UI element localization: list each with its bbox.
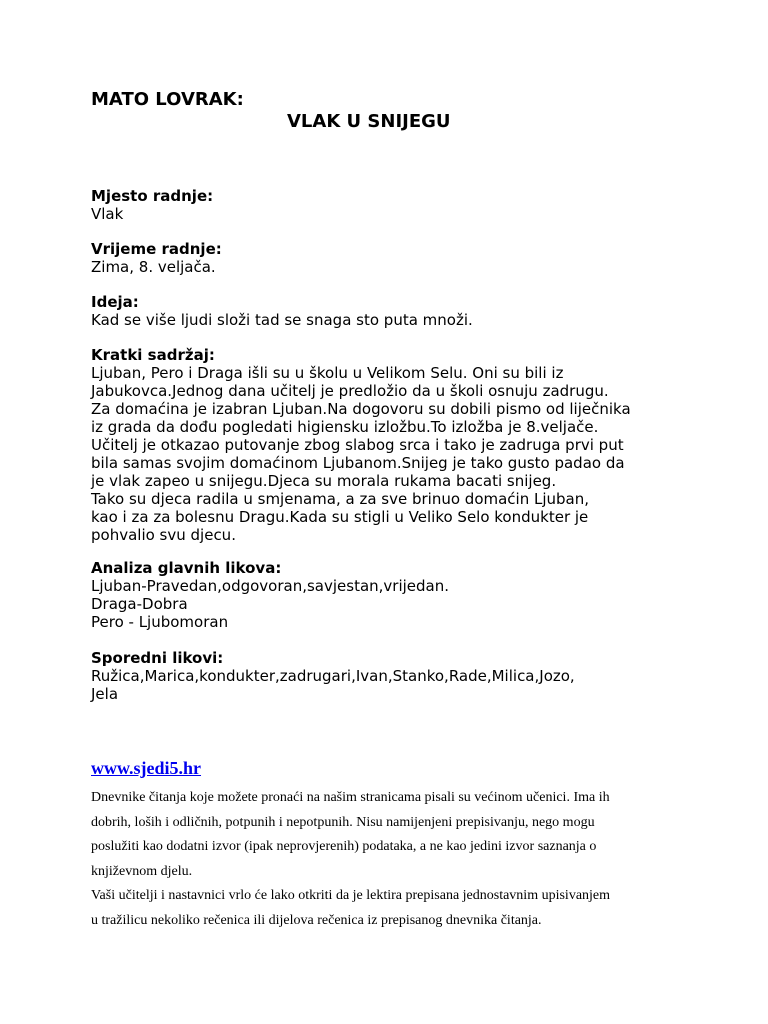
section-text-line: Ružica,Marica,kondukter,zadrugari,Ivan,Stanko,Rade,Milica,Jozo, <box>91 667 575 685</box>
note-line: Vaši učitelji i nastavnici vrlo će lako otkriti da je lektira prepisana jednostavnim upisivanjem <box>91 888 611 903</box>
section-text-line: Jabukovca.Jednog dana učitelj je predložio da u školi osnuju zadrugu. <box>91 382 609 400</box>
author-heading: MATO LOVRAK: <box>91 89 244 110</box>
section-text-line: bila samas svojim domaćinom Ljubanom.Snijeg je tako gusto padao da <box>91 454 625 472</box>
section-heading: Kratki sadržaj: <box>91 346 215 364</box>
note-line: književnom djelu. <box>91 863 193 879</box>
note-line: poslužiti kao dodatni izvor (ipak neprovjerenih) podataka, a ne kao jedini izvor saznanja o <box>91 839 597 854</box>
section-heading: Ideja: <box>91 293 139 311</box>
section-heading: Mjesto radnje: <box>91 187 214 205</box>
section-text-line: Vlak <box>91 205 124 223</box>
section-text-line: Zima, 8. veljača. <box>91 258 216 276</box>
section-summary <box>91 346 691 544</box>
book-title: VLAK U SNIJEGU <box>287 111 451 132</box>
section-text-line: Pero - Ljubomoran <box>91 613 229 631</box>
section-text-line: Učitelj je otkazao putovanje zbog slabog srca i tako je zadruga prvi put <box>91 436 624 454</box>
section-text-line: Ljuban, Pero i Draga išli su u školu u Velikom Selu. Oni su bili iz <box>91 364 564 382</box>
section-text-line: Ljuban-Pravedan,odgovoran,savjestan,vrijedan. <box>91 577 450 595</box>
note-line: Dnevnike čitanja koje možete pronaći na našim stranicama pisali su većinom učenici. Ima ih <box>91 790 610 805</box>
disclaimer-note <box>91 786 681 933</box>
note-line: dobrih, loših i odličnih, potpunih i nepotpunih. Nisu namijenjeni prepisivanju, nego mogu <box>91 814 595 830</box>
section-side-characters <box>91 649 691 703</box>
section-text-line: Draga-Dobra <box>91 595 188 613</box>
section-text-line: Tako su djeca radila u smjenama, a za sve brinuo domaćin Ljuban, <box>91 490 590 508</box>
section-text-line: kao i za za bolesnu Dragu.Kada su stigli u Veliko Selo kondukter je <box>91 508 589 526</box>
section-heading: Vrijeme radnje: <box>91 240 222 258</box>
section-setting-place <box>91 187 691 223</box>
section-text-line: Kad se više ljudi složi tad se snaga sto puta množi. <box>91 311 473 329</box>
site-link[interactable]: www.sjedi5.hr <box>91 758 202 778</box>
section-text-line: iz grada da dođu pogledati higiensku izložbu.To izložba je 8.veljače. <box>91 418 599 436</box>
section-setting-time <box>91 240 691 276</box>
section-main-characters <box>91 559 691 631</box>
section-heading: Analiza glavnih likova: <box>91 559 282 577</box>
note-line: u tražilicu nekoliko rečenica ili dijelova rečenica iz prepisanog dnevnika čitanja. <box>91 912 542 928</box>
section-idea <box>91 293 691 329</box>
section-text-line: Jela <box>91 685 119 703</box>
section-heading: Sporedni likovi: <box>91 649 224 667</box>
section-text-line: je vlak zapeo u snijegu.Djeca su morala rukama bacati snijeg. <box>91 472 557 490</box>
section-text-line: Za domaćina je izabran Ljuban.Na dogovoru su dobili pismo od liječnika <box>91 400 631 418</box>
section-text-line: pohvalio svu djecu. <box>91 526 236 544</box>
